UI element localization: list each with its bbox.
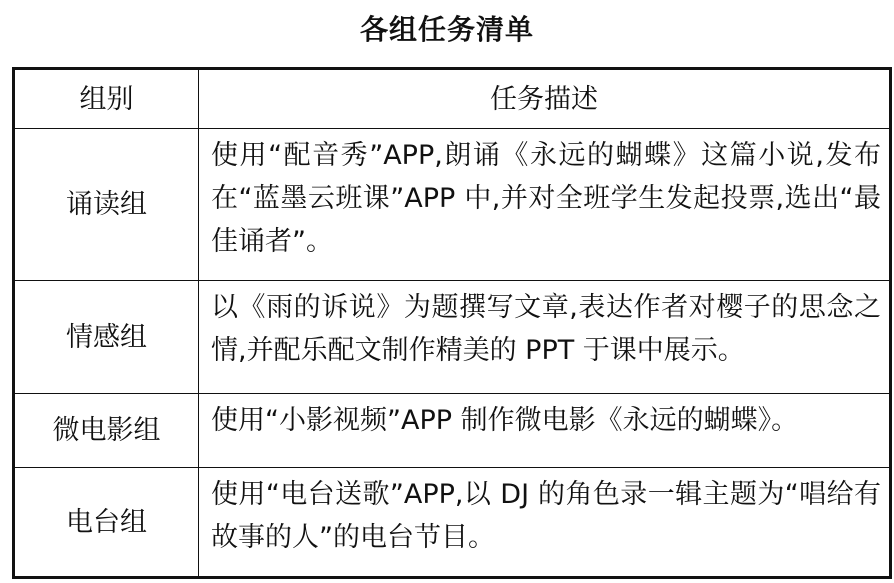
table-row — [14, 468, 891, 578]
table-row — [14, 129, 891, 281]
table-header-row — [14, 69, 891, 129]
header-description: 任务描述 — [199, 69, 891, 129]
group-cell: 电台组 — [14, 468, 199, 578]
group-cell: 情感组 — [14, 281, 199, 394]
task-table — [12, 67, 892, 579]
header-group: 组别 — [14, 69, 199, 129]
document-title: 各组任务清单 — [359, 13, 534, 46]
description-cell: 使用“配音秀”APP,朗诵《永远的蝴蝶》这篇小说,发布在“蓝墨云班课”APP 中,并对全班学生发起投票,选出“最佳诵者”。 — [199, 129, 891, 281]
group-cell: 微电影组 — [14, 394, 199, 468]
description-cell: 以《雨的诉说》为题撰写文章,表达作者对樱子的思念之情,并配乐配文制作精美的 PPT 于课中展示。 — [199, 281, 891, 394]
group-cell: 诵读组 — [14, 129, 199, 281]
table-row — [14, 394, 891, 468]
description-cell: 使用“小影视频”APP 制作微电影《永远的蝴蝶》。 — [199, 394, 891, 468]
table-row — [14, 281, 891, 394]
description-cell: 使用“电台送歌”APP,以 DJ 的角色录一辑主题为“唱给有故事的人”的电台节目。 — [199, 468, 891, 578]
